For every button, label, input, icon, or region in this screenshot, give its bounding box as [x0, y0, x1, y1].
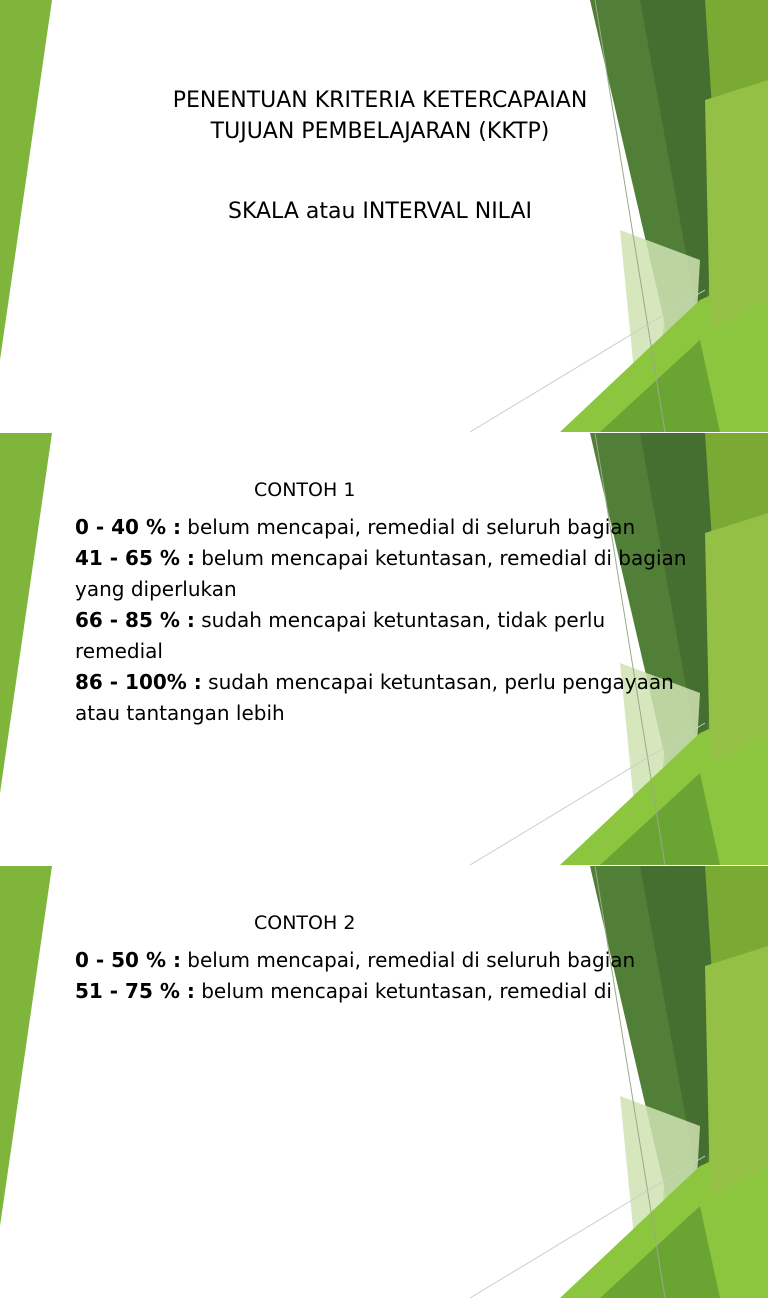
criteria-item	[75, 605, 695, 667]
criteria-description: belum mencapai ketuntasan, remedial di bagian yang diperlukan	[75, 546, 687, 601]
criteria-list	[75, 945, 695, 1007]
criteria-item	[75, 667, 695, 729]
subtitle-word-atau: atau	[305, 199, 356, 224]
criteria-range: 0 - 50 % :	[75, 948, 181, 972]
subtitle-word-interval: INTERVAL NILAI	[362, 199, 532, 224]
slide-title	[0, 0, 768, 432]
title-line-2: TUJUAN PEMBELAJARAN (KKTP)	[210, 119, 550, 144]
criteria-range: 86 - 100% :	[75, 670, 202, 694]
criteria-item	[75, 976, 695, 1007]
title-line-1: PENENTUAN KRITERIA KETERCAPAIAN	[172, 88, 588, 113]
example-heading: CONTOH 2	[254, 912, 356, 934]
example-heading: CONTOH 1	[254, 479, 356, 501]
criteria-range: 66 - 85 % :	[75, 608, 195, 632]
criteria-description: sudah mencapai ketuntasan, tidak perlu remedial	[75, 608, 606, 663]
subtitle-word-skala: SKALA	[228, 199, 299, 224]
slide-title-text	[90, 85, 670, 147]
criteria-description: belum mencapai, remedial di seluruh bagian	[187, 515, 636, 539]
criteria-list	[75, 512, 695, 729]
criteria-item	[75, 543, 695, 605]
criteria-range: 0 - 40 % :	[75, 515, 181, 539]
slide-subtitle	[90, 196, 670, 227]
slide-example-1	[0, 433, 768, 865]
criteria-description: sudah mencapai ketuntasan, perlu pengayaan atau tantangan lebih	[75, 670, 674, 725]
green-facet-decoration	[0, 866, 768, 1298]
criteria-item	[75, 512, 695, 543]
slide-example-2	[0, 866, 768, 1298]
criteria-description: belum mencapai, remedial di seluruh bagian	[187, 948, 636, 972]
criteria-range: 51 - 75 % :	[75, 979, 195, 1003]
criteria-item	[75, 945, 695, 976]
criteria-range: 41 - 65 % :	[75, 546, 195, 570]
criteria-description: belum mencapai ketuntasan, remedial di	[201, 979, 612, 1003]
